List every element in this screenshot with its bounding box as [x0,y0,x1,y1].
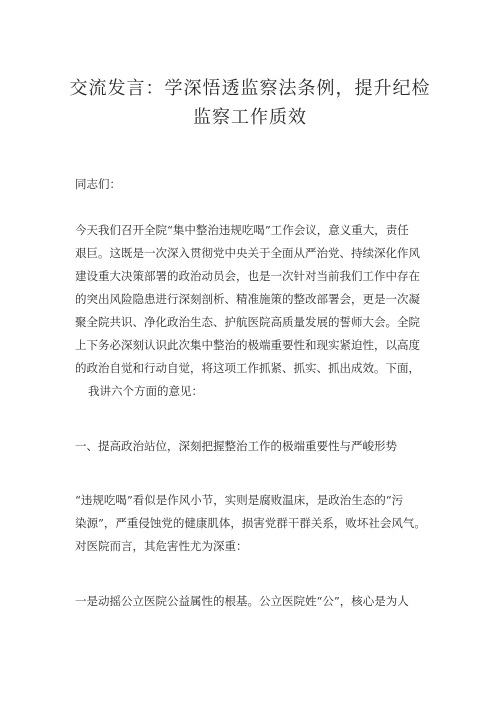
document-title-line-2: 监察工作质效 [193,107,307,128]
paragraph-line: 染源”，严重侵蚀党的健康肌体，损害党群干群关系，败坏社会风气。 [75,516,426,530]
paragraph-line: 今天我们召开全院“集中整治违规吃喝”工作会议，意义重大，责任 [75,223,409,237]
paragraph-line: 对医院而言，其危害性尤为深重： [75,539,248,553]
paragraph-line: 建设重大决策部署的政治动员会，也是一次针对当前我们工作中存在 [75,269,420,283]
paragraph-line: 艰巨。这既是一次深入贯彻党中央关于全面从严治党、持续深化作风 [75,246,420,260]
paragraph-line: 聚全院共识、净化政治生态、护航医院高质量发展的誓师大会。全院 [75,315,420,329]
document-title-line-1: 交流发言：学深悟透监察法条例，提升纪检 [69,78,431,99]
paragraph-line: “违规吃喝”看似是作风小节，实则是腐败温床，是政治生态的“污 [75,493,404,507]
section-heading-1: 一、提高政治站位，深刻把握整治工作的极端重要性与严峻形势 [75,439,397,453]
paragraph-line: 的政治自觉和行动自觉，将这项工作抓紧、抓实、抓出成效。下面， [75,361,420,375]
paragraph-line: 我讲六个方面的意见： [88,384,203,398]
paragraph-line: 的突出风险隐患进行深刻剖析、精准施策的整改部署会，更是一次凝 [75,292,420,306]
salutation: 同志们： [75,177,121,191]
paragraph-line: 上下务必深刻认识此次集中整治的极端重要性和现实紧迫性，以高度 [75,338,420,352]
paragraph-line: 一是动摇公立医院公益属性的根基。公立医院姓“公”，核心是为人 [75,594,409,608]
